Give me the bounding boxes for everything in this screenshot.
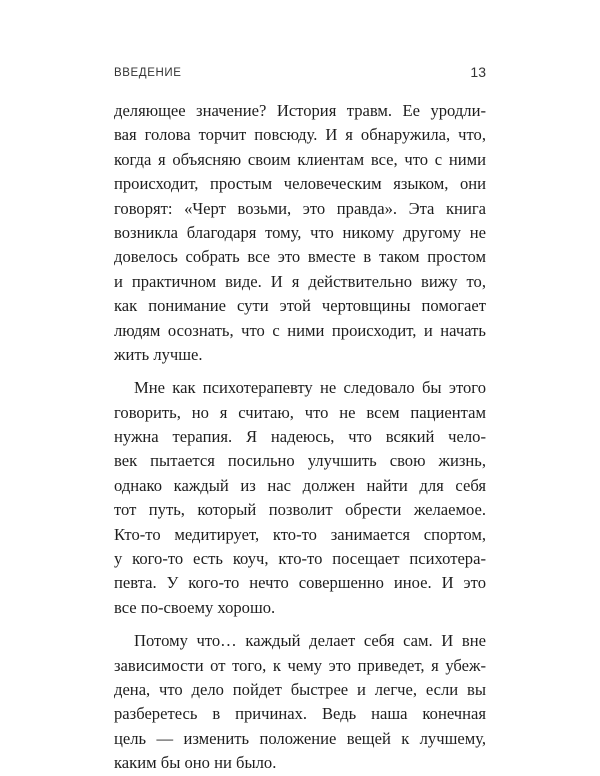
text-line: говорят: «Черт возьми, это правда». Эта книга [114, 198, 486, 218]
text-line: певта. У кого-то нечто совершенно иное. И это [114, 573, 486, 593]
text-line: и практичном виде. И я действительно вижу то, [114, 271, 486, 291]
running-header: ВВЕДЕНИЕ [114, 67, 182, 79]
text-line: зависимости от того, к чему это приведет, я убеж- [114, 655, 486, 675]
text-line: говорить, но я считаю, что не всем пациентам [114, 402, 486, 422]
text-line: людям осознать, что с ними происходит, и начать [114, 320, 486, 340]
text-line: цель — изменить положение вещей к лучшему, [114, 728, 486, 748]
text-line: дена, что дело пойдет быстрее и легче, если вы [114, 679, 486, 699]
text-line: у кого-то есть коуч, кто-то посещает психотера- [114, 549, 486, 569]
text-line: Мне как психотерапевту не следовало бы этого [134, 378, 486, 398]
body-text [114, 99, 486, 776]
text-line: происходит, простым человеческим языком, они [114, 174, 486, 194]
text-line: разберетесь в причинах. Ведь наша конечная [114, 704, 486, 724]
text-line: деляющее значение? История травм. Ее уродли- [114, 101, 486, 120]
text-line: каким бы оно ни было. [114, 753, 277, 773]
text-line: однако каждый из нас должен найти для себя [114, 475, 486, 495]
paragraph [114, 376, 486, 620]
paragraph [114, 99, 486, 367]
text-line: Кто-то медитирует, кто-то занимается спортом, [114, 524, 486, 544]
text-line: век пытается посильно улучшить свою жизнь, [114, 451, 486, 471]
text-line: вая голова торчит повсюду. И я обнаружила, что, [114, 125, 486, 145]
text-line: возникла благодаря тому, что никому другому не [114, 222, 486, 242]
text-line: когда я объясняю своим клиентам все, что с ними [114, 149, 486, 169]
text-line: жить лучше. [114, 344, 203, 364]
paragraph-gap [114, 620, 486, 629]
paragraph [114, 629, 486, 775]
text-line: как понимание сути этой чертовщины помогает [114, 296, 486, 316]
paragraph-gap [114, 367, 486, 376]
text-line: нужна терапия. Я надеюсь, что всякий чело- [114, 427, 486, 447]
text-line: тот путь, который позволит обрести желаемое. [114, 500, 486, 520]
text-line: Потому что… каждый делает себя сам. И вне [134, 631, 486, 651]
text-line: довелось собрать все это вместе в таком простом [114, 247, 486, 267]
page-number: 13 [470, 64, 486, 80]
text-line: все по-своему хорошо. [114, 597, 276, 617]
